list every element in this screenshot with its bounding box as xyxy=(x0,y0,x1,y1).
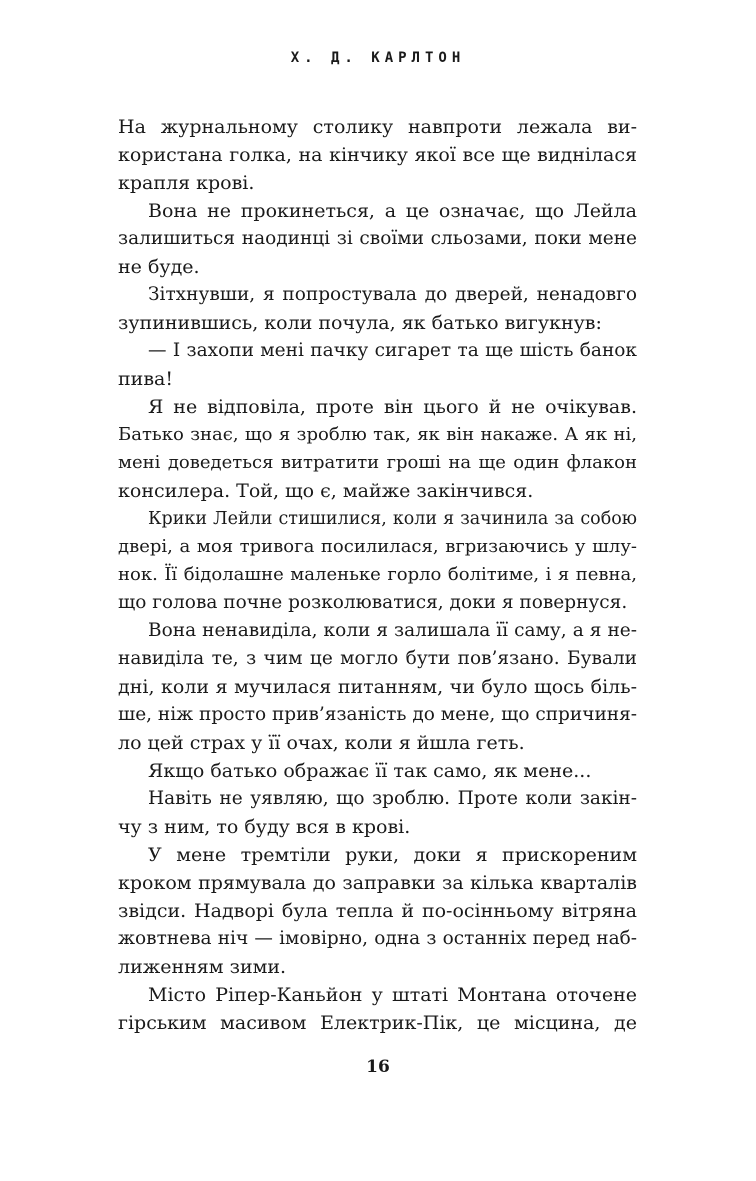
text-line-31: лиженням зими. xyxy=(118,956,287,978)
text-line-8: зупинившись, коли почула, як батько вигукнув: xyxy=(118,312,602,334)
text-line-6: не буде. xyxy=(118,256,200,278)
text-line-24: Якщо батько ображає її так само, як мене... xyxy=(148,760,592,782)
text-line-32: Місто Ріпер-Каньйон у штаті Монтана оточене xyxy=(148,984,637,1006)
text-line-28: кроком прямувала до заправки за кілька кварталів xyxy=(118,872,637,894)
text-line-25: Навіть не уявляю, що зроблю. Проте коли закін- xyxy=(148,788,637,809)
text-line-10: пива! xyxy=(118,368,173,390)
body-text xyxy=(118,113,637,1037)
text-line-16: двері, а моя тривога посилилася, вгризаючись у шлу- xyxy=(118,536,637,557)
text-line-26: чу з ним, то буду вся в крові. xyxy=(118,816,411,838)
page-number: 16 xyxy=(366,1057,390,1077)
text-line-20: навиділа те, з чим це могло бути пов’язано. Бували xyxy=(118,648,637,669)
text-line-14: консилера. Той, що є, майже закінчився. xyxy=(118,480,534,502)
text-line-11: Я не відповіла, проте він цього й не очікував. xyxy=(148,396,637,418)
text-line-2: користана голка, на кінчику якої все ще виднілася xyxy=(118,144,637,166)
text-line-18: що голова почне розколюватися, доки я повернуся. xyxy=(118,592,628,613)
text-line-7: Зітхнувши, я попростувала до дверей, ненадовго xyxy=(148,284,637,305)
running-head: Х. Д. КАРЛТОН xyxy=(290,50,466,66)
text-line-5: залишиться наодинці зі своїми сльозами, поки мене xyxy=(118,228,637,249)
text-line-17: нок. Її бідолашне маленьке горло болітиме, і я певна, xyxy=(118,564,637,585)
text-line-12: Батько знає, що я зроблю так, як він накаже. А як ні, xyxy=(118,424,637,445)
text-line-23: ло цей страх у її очах, коли я йшла геть. xyxy=(118,732,525,754)
text-line-15: Крики Лейли стишилися, коли я зачинила за собою xyxy=(148,509,637,529)
text-line-4: Вона не прокинеться, а це означає, що Лейла xyxy=(148,200,637,222)
text-line-9: — І захопи мені пачку сигарет та ще шість банок xyxy=(148,340,637,361)
text-line-27: У мене тремтіли руки, доки я прискореним xyxy=(148,844,637,866)
text-line-33: гірським масивом Електрик-Пік, це місцина, де xyxy=(118,1012,637,1034)
text-line-13: мені доведеться витратити гроші на ще один флакон xyxy=(118,452,637,473)
text-line-21: дні, коли я мучилася питанням, чи було щось біль- xyxy=(118,676,637,698)
text-line-29: звідси. Надворі була тепла й по-осінньому вітряна xyxy=(118,900,637,922)
text-line-19: Вона ненавиділа, коли я залишала її саму, а я не- xyxy=(148,620,637,641)
text-line-22: ше, ніж просто прив’язаність до мене, що спричиня- xyxy=(118,704,638,725)
text-line-30: жовтнева ніч — імовірно, одна з останніх перед наб- xyxy=(118,928,637,949)
text-line-1: На журнальному столику навпроти лежала ви- xyxy=(118,116,637,138)
text-line-3: крапля крові. xyxy=(118,172,255,194)
